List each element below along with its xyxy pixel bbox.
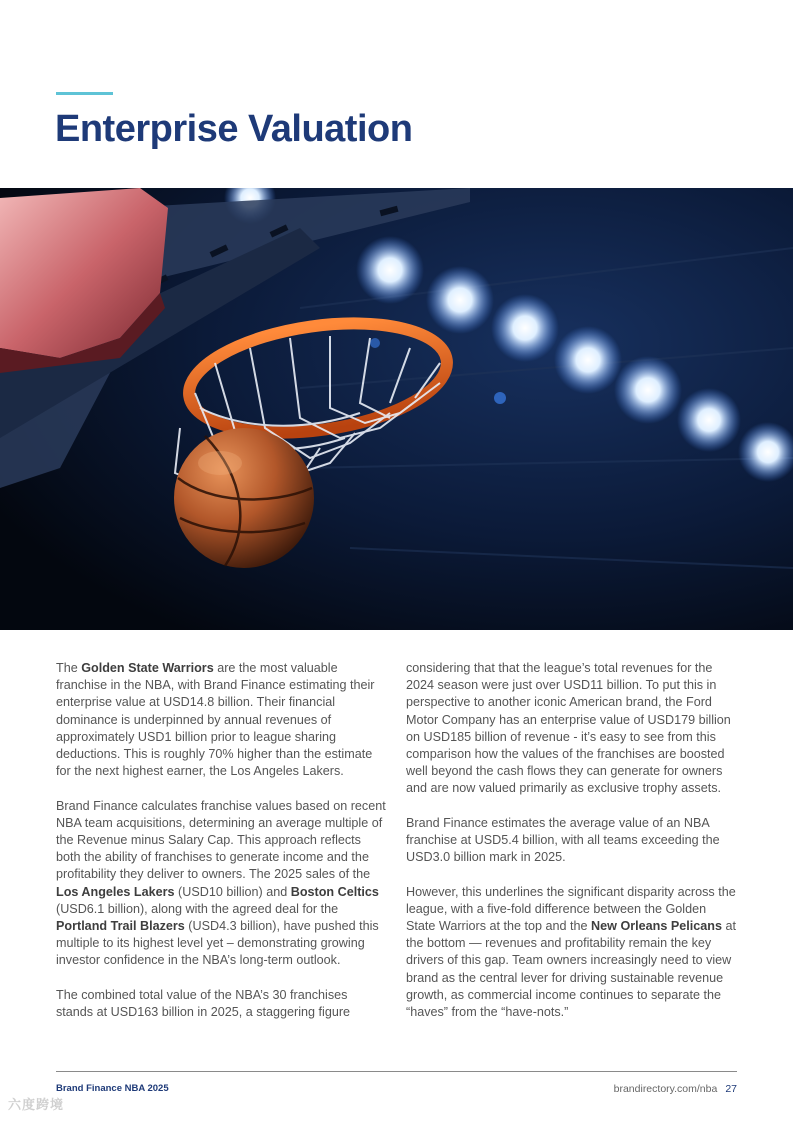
title-accent-line: [56, 92, 113, 95]
left-text-column: [56, 660, 386, 1021]
watermark-logo: [8, 1094, 64, 1113]
text-run: considering that that the league’s total revenues for the 2024 season were just over USD11 billion. To put this in perspective to another iconic American brand, the Ford Motor Company has an enterprise value of USD179 billion on USD185 billion of revenue - it’s easy to see from this comparison how the values of the franchises are boosted well beyond the cash flows they can generate for owners and are now valued primarily as exclusive trophy assets.: [406, 661, 731, 796]
page-title: Enterprise Valuation: [55, 108, 413, 150]
text-run: Brand Finance estimates the average value of an NBA franchise at USD5.4 billion, with all teams exceeding the USD3.0 billion mark in 2025.: [406, 815, 720, 865]
footer-publication-name: Brand Finance NBA 2025: [56, 1083, 169, 1094]
text-run: The: [56, 661, 82, 675]
hero-image: [0, 188, 793, 630]
left-paragraph-3: [56, 987, 386, 1021]
team-name-lakers: Los Angeles Lakers: [56, 884, 175, 899]
basketball-hoop-icon: [0, 188, 793, 630]
watermark-text: 六度跨境: [8, 1097, 65, 1112]
text-run: The combined total value of the NBA’s 30 franchises stands at USD163 billion in 2025, a staggering figure: [56, 987, 351, 1020]
left-paragraph-1: [56, 660, 386, 780]
team-name-warriors: Golden State Warriors: [81, 661, 214, 675]
text-run: However, this underlines the significant disparity across the league, with a five-fold difference between the Golden State Warriors at the top and the: [406, 884, 736, 934]
text-run: (USD10 billion) and: [174, 884, 291, 899]
right-text-column: [406, 660, 736, 1021]
footer-right: [614, 1083, 737, 1095]
right-paragraph-3: [406, 884, 736, 1022]
text-run: at the bottom — revenues and profitability remain the key drivers of this gap. Team owners increasingly need to view brand as the central lever for driving sustainable revenue growth, as commercial income continues to separate the “haves” from the “have-nots.”: [406, 919, 736, 1020]
team-name-celtics: Boston Celtics: [290, 884, 379, 899]
right-paragraph-1: [406, 660, 736, 798]
right-paragraph-2: [406, 815, 736, 867]
text-run: (USD4.3 billion), have pushed this multiple to its highest level yet – demonstrating growing investor confidence in the NBA’s long-term outlook.: [56, 919, 379, 968]
team-name-pelicans: New Orleans Pelicans: [591, 919, 722, 934]
footer-url-link[interactable]: brandirectory.com/nba: [613, 1083, 718, 1095]
page-number: 27: [725, 1083, 737, 1095]
text-run: Brand Finance calculates franchise values based on recent NBA team acquisitions, determining an average multiple of the Revenue minus Salary Cap. This approach reflects both the ability of franchises to generate income and the profitability they deliver to owners. The 2025 sales of the: [56, 798, 386, 882]
left-paragraph-2: [56, 798, 386, 970]
footer-divider: [56, 1071, 737, 1072]
text-run: (USD6.1 billion), along with the agreed deal for the: [56, 901, 339, 916]
text-run: are the most valuable franchise in the NBA, with Brand Finance estimating their enterprise value at USD14.8 billion. Their financial dominance is underpinned by annual revenues of approximately USD1 billion prior to league sharing deductions. This is roughly 70% higher than the estimate for the next highest earner, the Los Angeles Lakers.: [56, 661, 375, 779]
team-name-trail-blazers: Portland Trail Blazers: [56, 919, 185, 934]
